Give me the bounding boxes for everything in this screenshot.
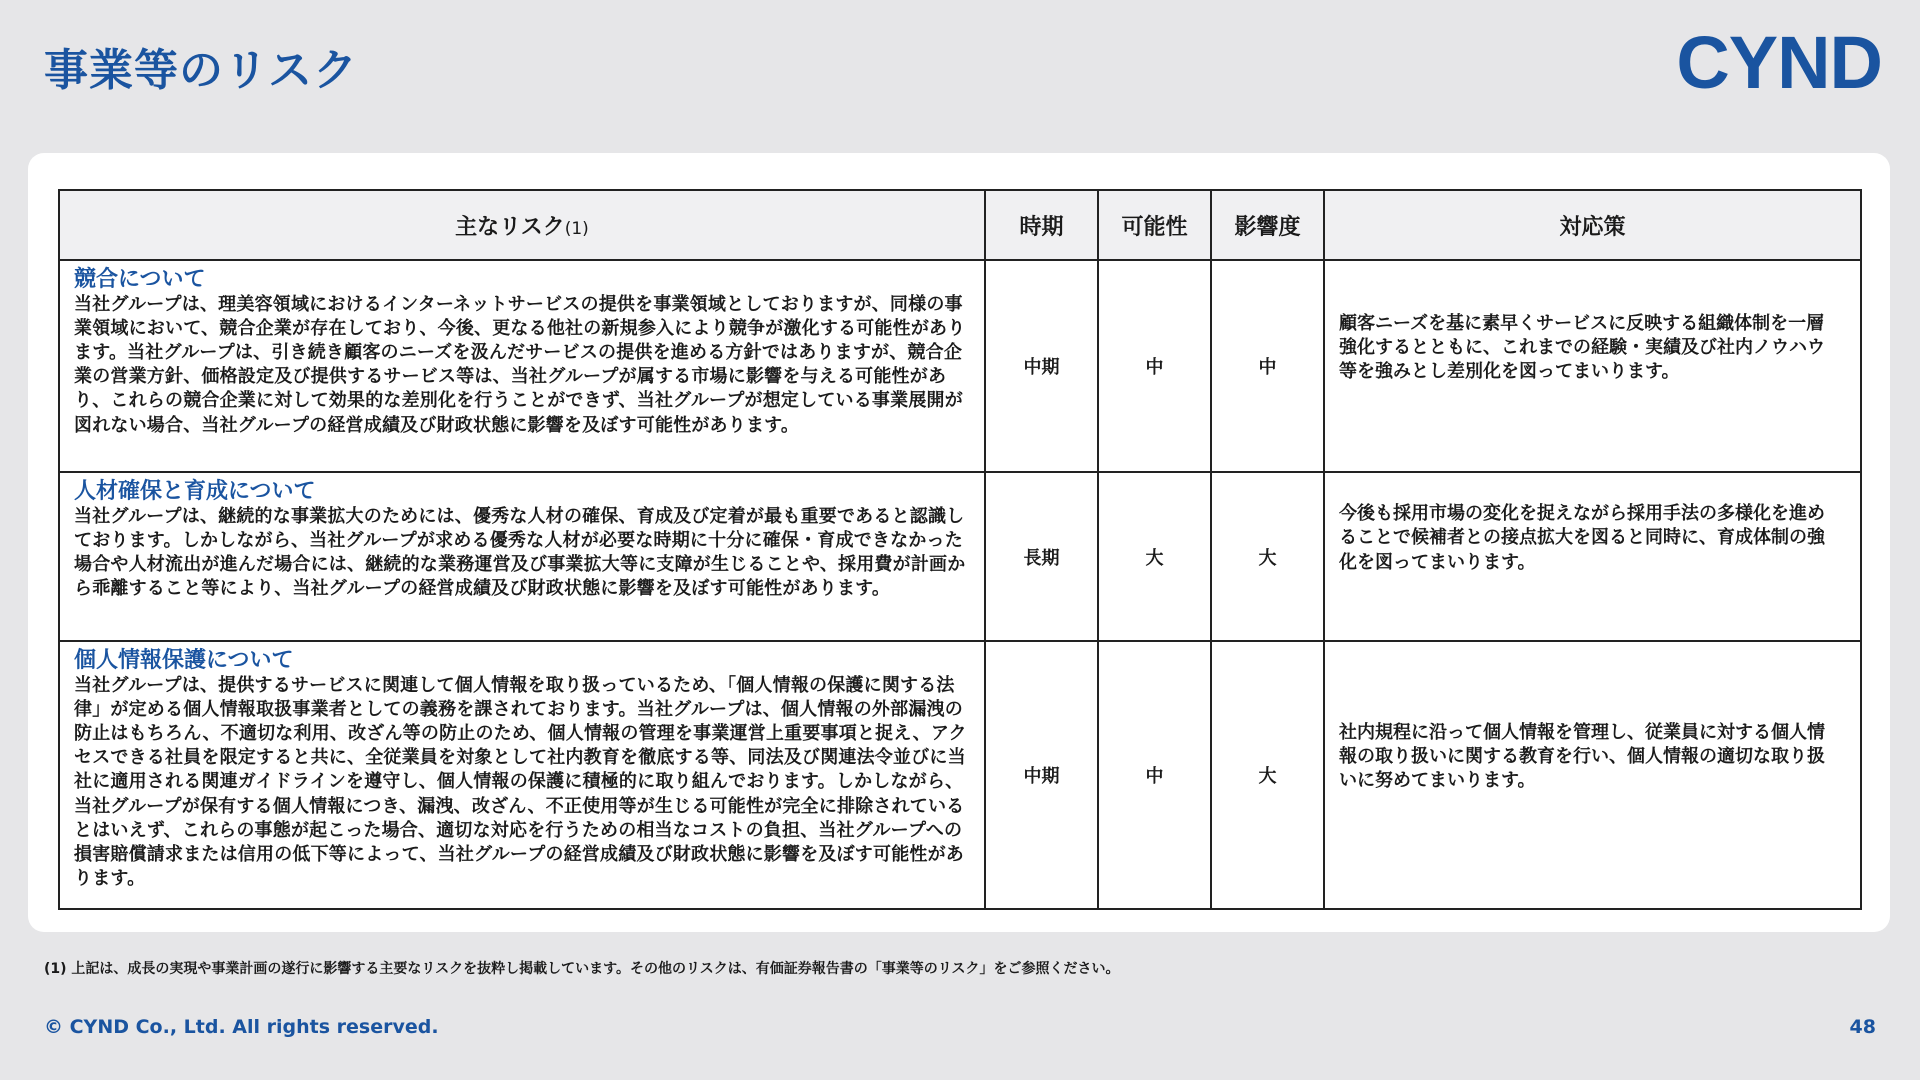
risk-cell [59, 472, 985, 641]
period-cell: 中期 [985, 641, 1098, 909]
table-row [59, 472, 1861, 641]
table-row [59, 260, 1861, 472]
page-title: 事業等のリスク [44, 45, 359, 96]
impact-cell: 中 [1211, 260, 1324, 472]
period-cell: 長期 [985, 472, 1098, 641]
impact-cell: 大 [1211, 641, 1324, 909]
measures-text: 社内規程に沿って個人情報を管理し、従業員に対する個人情報の取り扱いに関する教育を行い、個人情報の適切な取り扱いに努めてまいります。 [1339, 721, 1825, 792]
risk-table [58, 189, 1862, 910]
impact-cell: 大 [1211, 472, 1324, 641]
header-risk [59, 190, 985, 260]
risk-title: 個人情報保護について [74, 648, 294, 673]
risk-title: 人材確保と育成について [74, 479, 316, 504]
risk-description: 当社グループは、継続的な事業拡大のためには、優秀な人材の確保、育成及び定着が最も重要であると認識しております。しかしながら、当社グループが求める優秀な人材が必要な時期に十分に確保・育成できなかった場合や人材流出が進んだ場合には、継続的な業務運営及び事業拡大等に支障が生じることや、採用費が計画から乖離すること等により、当社グループの経営成績及び財政状態に影響を及ぼす可能性があります。 [74, 505, 966, 600]
header-impact: 影響度 [1211, 190, 1324, 260]
measures-cell [1324, 260, 1861, 472]
likelihood-cell: 中 [1098, 641, 1211, 909]
header-risk-label: 主なリスク [455, 214, 565, 240]
risk-cell [59, 260, 985, 472]
footnote: (1) 上記は、成長の実現や事業計画の遂行に影響する主要なリスクを抜粋し掲載しています。その他のリスクは、有価証券報告書の「事業等のリスク」をご参照ください。 [44, 961, 1120, 977]
content-card [28, 153, 1890, 932]
measures-text: 顧客ニーズを基に素早くサービスに反映する組織体制を一層強化するとともに、これまでの経験・実績及び社内ノウハウ等を強みとし差別化を図ってまいります。 [1339, 312, 1825, 383]
page-number: 48 [1849, 1016, 1876, 1038]
likelihood-cell: 大 [1098, 472, 1211, 641]
header-likelihood: 可能性 [1098, 190, 1211, 260]
measures-text: 今後も採用市場の変化を捉えながら採用手法の多様化を進めることで候補者との接点拡大を図ると同時に、育成体制の強化を図ってまいります。 [1339, 503, 1825, 573]
risk-description: 当社グループは、提供するサービスに関連して個人情報を取り扱っているため、「個人情報の保護に関する法律」が定める個人情報取扱事業者としての義務を課されております。当社グループは、個人情報の外部漏洩の防止はもちろん、不適切な利用、改ざん等の防止のため、個人情報の管理を事業運営上重要事項と捉え、アクセスできる社員を限定すると共に、全従業員を対象として社内教育を徹底する等、同法及び関連法令並びに当社に適用される関連ガイドラインを遵守し、個人情報の保護に積極的に取り組んでおります。しかしながら、当社グループが保有する個人情報につき、漏洩、改ざん、不正使用等が生じる可能性が完全に排除されているとはいえず、これらの事態が起こった場合、適切な対応を行うための相当なコストの負担、当社グループへの損害賠償請求または信用の低下等によって、当社グループの経営成績及び財政状態に影響を及ぼす可能性があります。 [74, 674, 967, 889]
table-header-row [59, 190, 1861, 260]
copyright: © CYND Co., Ltd. All rights reserved. [44, 1016, 439, 1038]
period-cell: 中期 [985, 260, 1098, 472]
cynd-logo: CYND [1676, 21, 1882, 104]
risk-description: 当社グループは、理美容領域におけるインターネットサービスの提供を事業領域としておりますが、同様の事業領域において、競合企業が存在しており、今後、更なる他社の新規参入により競争が激化する可能性があります。当社グループは、引き続き顧客のニーズを汲んだサービスの提供を進める方針ではありますが、競合企業の営業方針、価格設定及び提供するサービス等は、当社グループが属する市場に影響を与える可能性があり、これらの競合企業に対して効果的な差別化を行うことができず、当社グループが想定している事業展開が図れない場合、当社グループの経営成績及び財政状態に影響を及ぼす可能性があります。 [74, 293, 966, 436]
header-period: 時期 [985, 190, 1098, 260]
likelihood-cell: 中 [1098, 260, 1211, 472]
measures-cell [1324, 472, 1861, 641]
risk-cell [59, 641, 985, 909]
header-risk-note: (1) [564, 218, 589, 239]
risk-title: 競合について [74, 267, 206, 292]
table-row [59, 641, 1861, 909]
measures-cell [1324, 641, 1861, 909]
header-measures: 対応策 [1324, 190, 1861, 260]
